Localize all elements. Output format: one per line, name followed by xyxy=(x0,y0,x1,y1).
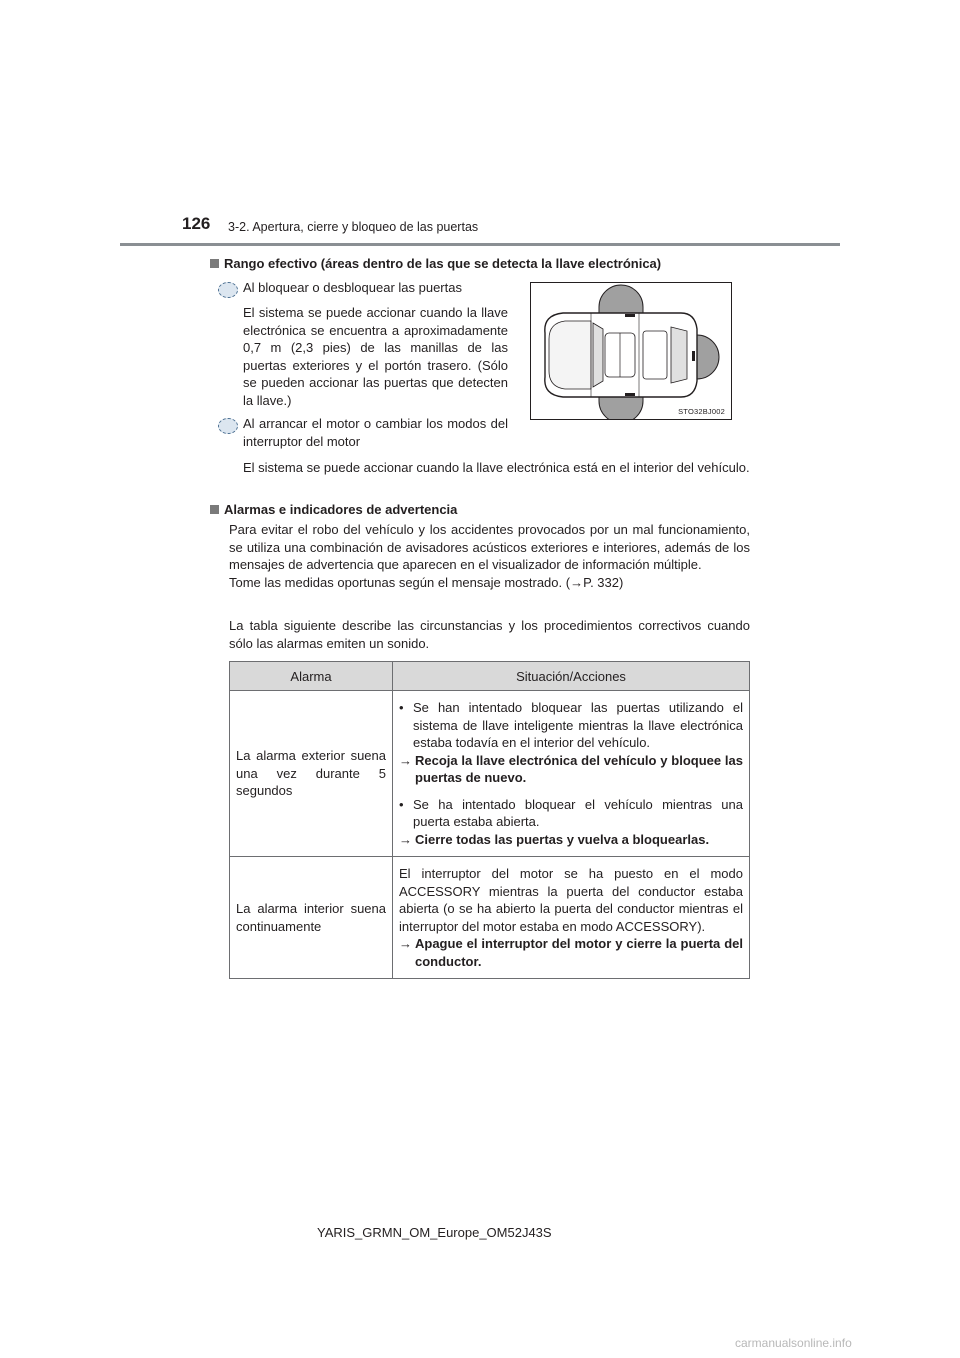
arrow-icon: → xyxy=(399,936,412,951)
item1-text: El sistema se puede accionar cuando la llave electrónica se encuentra a aproximadamente 0,7 m (2,3 pies) de las manillas de las puertas exteriores y el portón trasero. (Sólo se pueden accionar las puertas que detecten la llave.) xyxy=(243,305,508,408)
table-row xyxy=(230,857,750,979)
car-hood xyxy=(549,321,591,389)
car-rear-window xyxy=(671,327,687,383)
detection-range-figure xyxy=(530,282,732,420)
tailgate-handle xyxy=(692,351,695,361)
alarms-paragraph-1 xyxy=(229,521,750,591)
action-line: → Recoja la llave electrónica del vehículo y bloquee las puertas de nuevo. xyxy=(399,752,743,785)
item2-title: Al arrancar el motor o cambiar los modos del interruptor del motor xyxy=(243,416,508,449)
alarm-cell: La alarma interior suena continuamente xyxy=(230,857,393,979)
bullet-icon: • xyxy=(399,700,404,715)
table-header-row xyxy=(230,662,750,691)
alarms-paragraph-1b: Tome las medidas oportunas según el mensaje mostrado. (→P. 332) xyxy=(229,574,624,590)
car-top-view-illustration xyxy=(531,283,731,419)
alarms-paragraph-2: La tabla siguiente describe las circunstancias y los procedimientos correctivos cuando sólo las alarmas emiten un sonido. xyxy=(229,618,750,651)
situation-cell xyxy=(393,857,750,979)
door-handle-rear xyxy=(625,393,635,396)
action-line: → Cierre todas las puertas y vuelva a bloquearlas. xyxy=(399,831,710,847)
header-divider xyxy=(120,243,840,246)
page-reference[interactable]: P. 332) xyxy=(583,574,624,590)
watermark: carmanualsonline.info xyxy=(735,1336,852,1350)
column-header-situation: Situación/Acciones xyxy=(393,662,750,691)
alarm-cell: La alarma exterior suena una vez durante 5 segundos xyxy=(230,691,393,857)
door-handle-front xyxy=(625,314,635,317)
situation-text: El interruptor del motor se ha puesto en el modo ACCESSORY mientras la puerta del conductor estaba abierta (o se ha abierto la puerta del conductor mientras el interruptor del motor estaba en modo ACCESSORY). xyxy=(399,866,743,934)
number-2-icon xyxy=(218,418,238,434)
car-windshield xyxy=(593,323,603,387)
item2-text: El sistema se puede accionar cuando la llave electrónica está en el interior del vehículo. xyxy=(243,460,750,475)
action-line: → Apague el interruptor del motor y cierre la puerta del conductor. xyxy=(399,936,743,969)
document-code: YARIS_GRMN_OM_Europe_OM52J43S xyxy=(317,1225,552,1240)
situation-bullet: • Se han intentado bloquear las puertas utilizando el sistema de llave inteligente mientras la llave electrónica estaba todavía en el interior del vehículo. xyxy=(399,700,743,750)
page-number: 126 xyxy=(182,214,211,233)
number-1-icon xyxy=(218,282,238,298)
square-bullet-icon xyxy=(210,259,219,268)
alarms-table xyxy=(229,661,750,979)
figure-code: STO32BJ002 xyxy=(678,407,725,416)
car-seats-rear xyxy=(643,331,667,379)
arrow-icon: → xyxy=(570,574,584,590)
section-title: 3-2. Apertura, cierre y bloqueo de las puertas xyxy=(228,220,479,234)
section-heading-alarms xyxy=(210,501,750,518)
situation-bullet: • Se ha intentado bloquear el vehículo mientras una puerta estaba abierta. xyxy=(399,796,743,829)
table-row xyxy=(230,691,750,857)
alarms-paragraph-1a: Para evitar el robo del vehículo y los accidentes provocados por un mal funcionamiento, se utiliza una combinación de avisadores acústicos exteriores e interiores, además de los mensajes de advertencia que aparecen en el visualizador de información múltiple. xyxy=(229,522,750,572)
situation-cell xyxy=(393,691,750,857)
item1-title: Al bloquear o desbloquear las puertas xyxy=(243,280,462,295)
column-header-alarm: Alarma xyxy=(230,662,393,691)
arrow-icon: → xyxy=(399,752,412,768)
heading-text: Alarmas e indicadores de advertencia xyxy=(224,502,458,517)
square-bullet-icon xyxy=(210,505,219,514)
heading-text: Rango efectivo (áreas dentro de las que se detecta la llave electrónica) xyxy=(224,256,662,271)
range-area-front-door xyxy=(599,285,643,315)
section-heading-range xyxy=(210,255,750,272)
arrow-icon: → xyxy=(399,831,412,847)
bullet-icon: • xyxy=(399,796,404,812)
